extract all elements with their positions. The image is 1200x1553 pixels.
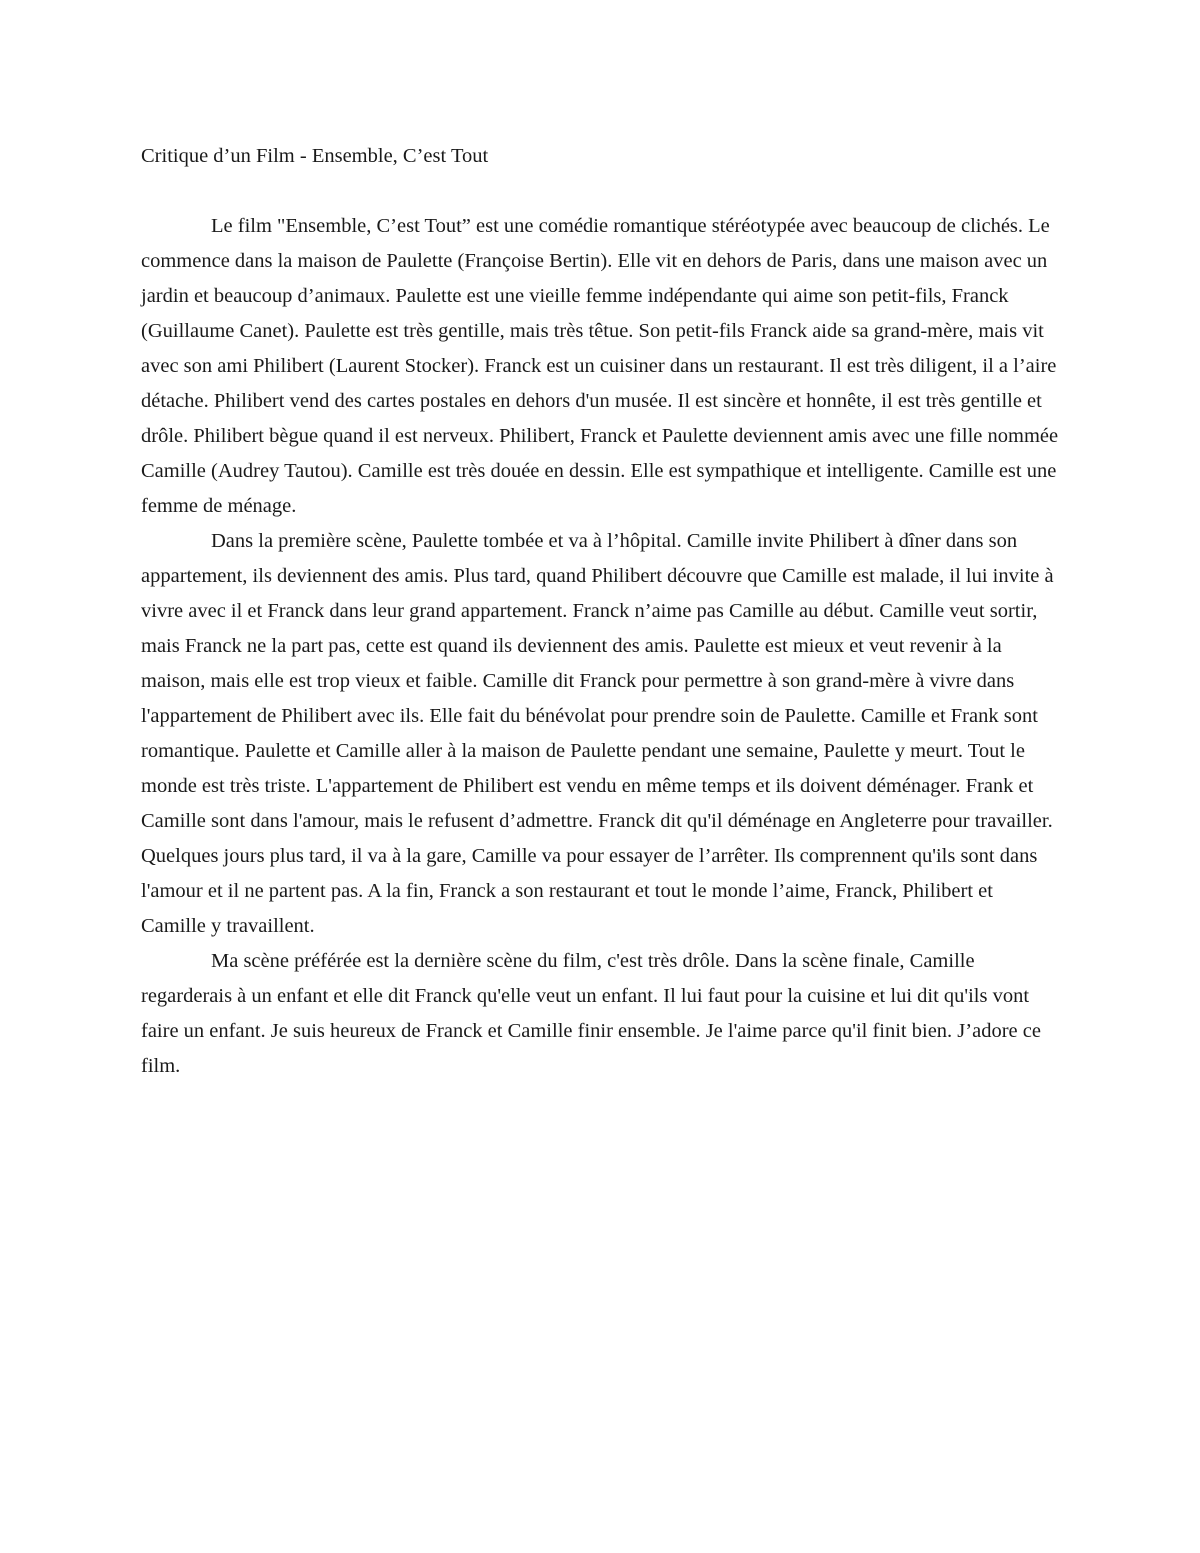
- blank-line: [141, 174, 1059, 209]
- document-body: [141, 139, 1059, 1084]
- document-title: Critique d’un Film - Ensemble, C’est Tout: [141, 145, 489, 167]
- paragraph-summary: Le film "Ensemble, C’est Tout” est une comédie romantique stéréotypée avec beaucoup de clichés. Le commence dans la maison de Paulette (Françoise Bertin). Elle vit en dehors de Paris, dans une maison avec un jardin et beaucoup d’animaux. Paulette est une vieille femme indépendante qui aime son petit-fils, Franck (Guillaume Canet). Paulette est très gentille, mais très têtue. Son petit-fils Franck aide sa grand-mère, mais vit avec son ami Philibert (Laurent Stocker). Franck est un cuisiner dans un restaurant. Il est très diligent, il a l’aire détache. Philibert vend des cartes postales en dehors d'un musée. Il est sincère et honnête, il est très gentille et drôle. Philibert bègue quand il est nerveux. Philibert, Franck et Paulette deviennent amis avec une fille nommée Camille (Audrey Tautou). Camille est très douée en dessin. Elle est sympathique et intelligente. Camille est une femme de ménage.: [141, 215, 1059, 517]
- paragraph-favorite-scene: Ma scène préférée est la dernière scène du film, c'est très drôle. Dans la scène finale, Camille regarderais à un enfant et elle dit Franck qu'elle veut un enfant. Il lui faut pour la cuisine et lui dit qu'ils vont faire un enfant. Je suis heureux de Franck et Camille finir ensemble. Je l'aime parce qu'il finit bien. J’adore ce film.: [141, 950, 1041, 1077]
- paragraph-plot: Dans la première scène, Paulette tombée et va à l’hôpital. Camille invite Philibert à dîner dans son appartement, ils deviennent des amis. Plus tard, quand Philibert découvre que Camille est malade, il lui invite à vivre avec il et Franck dans leur grand appartement. Franck n’aime pas Camille au début. Camille veut sortir, mais Franck ne la part pas, cette est quand ils deviennent des amis. Paulette est mieux et veut revenir à la maison, mais elle est trop vieux et faible. Camille dit Franck pour permettre à son grand-mère à vivre dans l'appartement de Philibert avec ils. Elle fait du bénévolat pour prendre soin de Paulette. Camille et Frank sont romantique. Paulette et Camille aller à la maison de Paulette pendant une semaine, Paulette y meurt. Tout le monde est très triste. L'appartement de Philibert est vendu en même temps et ils doivent déménager. Frank et Camille sont dans l'amour, mais le refusent d’admettre. Franck dit qu'il déménage en Angleterre pour travailler. Quelques jours plus tard, il va à la gare, Camille va pour essayer de l’arrêter. Ils comprennent qu'ils sont dans l'amour et il ne partent pas. A la fin, Franck a son restaurant et tout le monde l’aime, Franck, Philibert et Camille y travaillent.: [141, 530, 1054, 937]
